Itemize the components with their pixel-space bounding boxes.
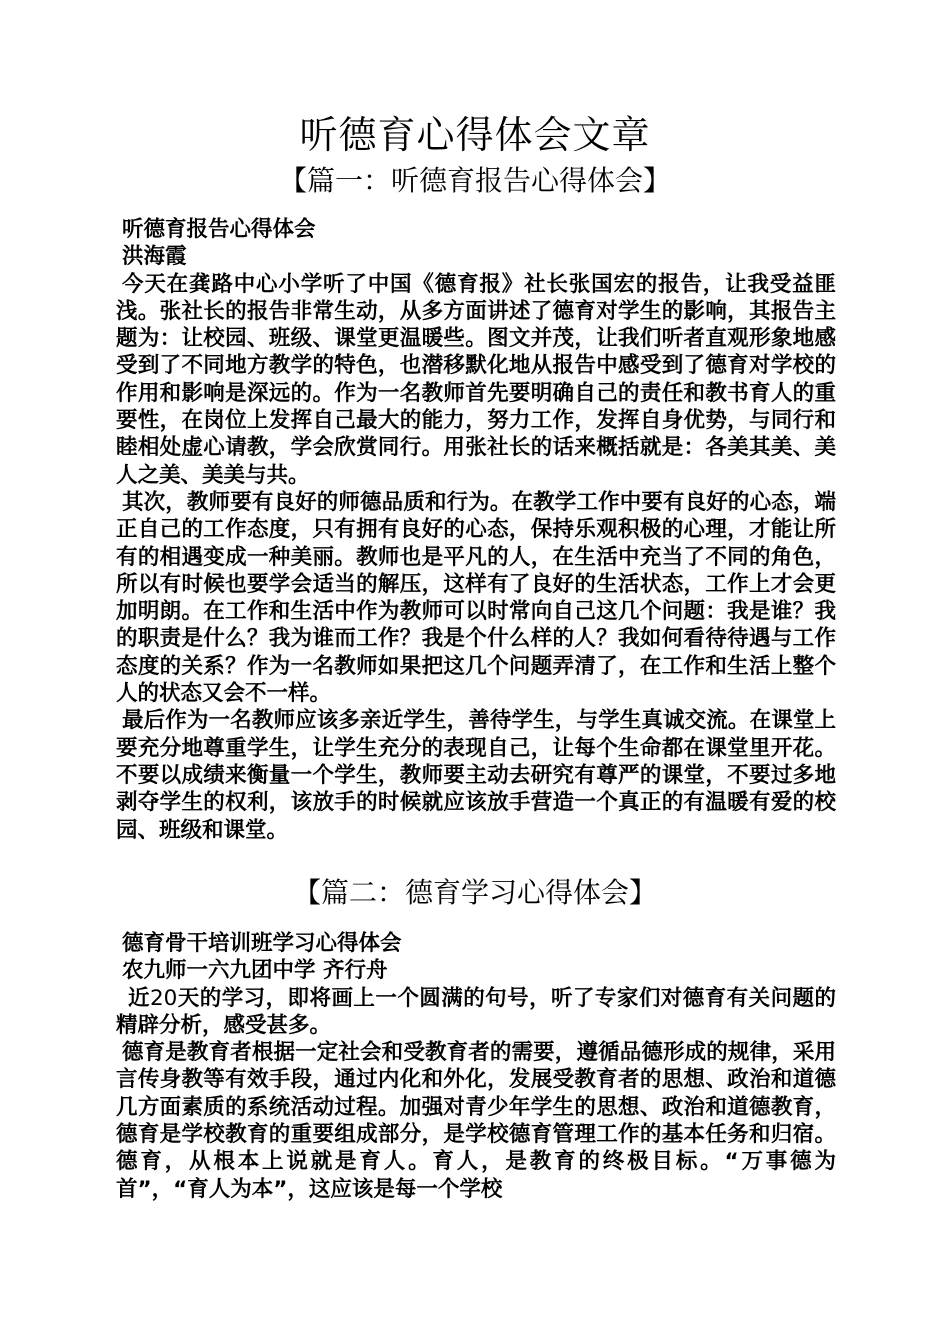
section1-heading: 【篇一：听德育报告心得体会】 — [278, 164, 671, 197]
section2-paragraph-1-text: 天的学习，即将画上一个圆满的句号，听了专家们对德育有关问题的精辟分析，感受甚多。 — [116, 985, 836, 1038]
section2-author: 农九师一六九团中学 齐行舟 — [122, 958, 388, 984]
section1-subtitle: 听德育报告心得体会 — [122, 217, 316, 242]
section1-paragraph-2: 其次，教师要有良好的师德品质和行为。在教学工作中要有良好的心态，端正自己的工作态度，只有拥有良好的心态，保持乐观积极的心理，才能让所有的相遇变成一种美丽。教师也是平凡的人，在生活中充当了不同的角色，所以有时候也要学会适当的解压，这样有了良好的生活状态，工作上才会更加明朗。在工作和生活中作为教师可以时常向自己这几个问题：我是谁？我的职责是什么？我为谁而工作？我是个什么样的人？我如何看待待遇与工作态度的关系？作为一名教师如果把这几个问题弄清了，在工作和生活上整个人的状态又会不一样。 — [116, 489, 836, 707]
document-title: 听德育心得体会文章 — [299, 113, 651, 157]
section1-paragraph-1: 今天在龚路中心小学听了中国《德育报》社长张国宏的报告，让我受益匪浅。张社长的报告非常生动，从多方面讲述了德育对学生的影响，其报告主题为：让校园、班级、课堂更温暖些。图文并茂，让我们听者直观形象地感受到了不同地方教学的特色，也潜移默化地从报告中感受到了德育对学校的作用和影响是深远的。作为一名教师首先要明确自己的责任和教书育人的重要性，在岗位上发挥自己最大的能力，努力工作，发挥自身优势，与同行和睦相处虚心请教，学会欣赏同行。用张社长的话来概括就是：各美其美、美人之美、美美与共。 — [116, 271, 836, 488]
section1-body — [116, 216, 836, 844]
section2-paragraph-1-number: 20 — [149, 985, 178, 1011]
section2-paragraph-2: 德育是教育者根据一定社会和受教育者的需要，遵循品德形成的规律，采用言传身教等有效手段，通过内化和外化，发展受教育者的思想、政治和道德几方面素质的系统活动过程。加强对青少年学生的思想、政治和道德教育，德育是学校教育的重要组成部分，是学校德育管理工作的基本任务和归宿。德育，从根本上说就是育人。育人，是教育的终极目标。“万事德为首”，“育人为本”，这应该是每一个学校 — [116, 1040, 836, 1202]
section2-heading: 【篇二：德育学习心得体会】 — [292, 876, 657, 909]
section2-paragraph-1-prefix: 近 — [128, 985, 150, 1011]
section2-subtitle: 德育骨干培训班学习心得体会 — [122, 931, 402, 956]
section2-paragraph-1 — [116, 985, 836, 1040]
section2-body — [116, 930, 836, 1203]
section1-author: 洪海霞 — [122, 244, 187, 270]
section1-paragraph-3: 最后作为一名教师应该多亲近学生，善待学生，与学生真诚交流。在课堂上要充分地尊重学生，让学生充分的表现自己，让每个生命都在课堂里开花。不要以成绩来衡量一个学生，教师要主动去研究有尊严的课堂，不要过多地剥夺学生的权利，该放手的时候就应该放手营造一个真正的有温暖有爱的校园、班级和课堂。 — [116, 708, 836, 843]
